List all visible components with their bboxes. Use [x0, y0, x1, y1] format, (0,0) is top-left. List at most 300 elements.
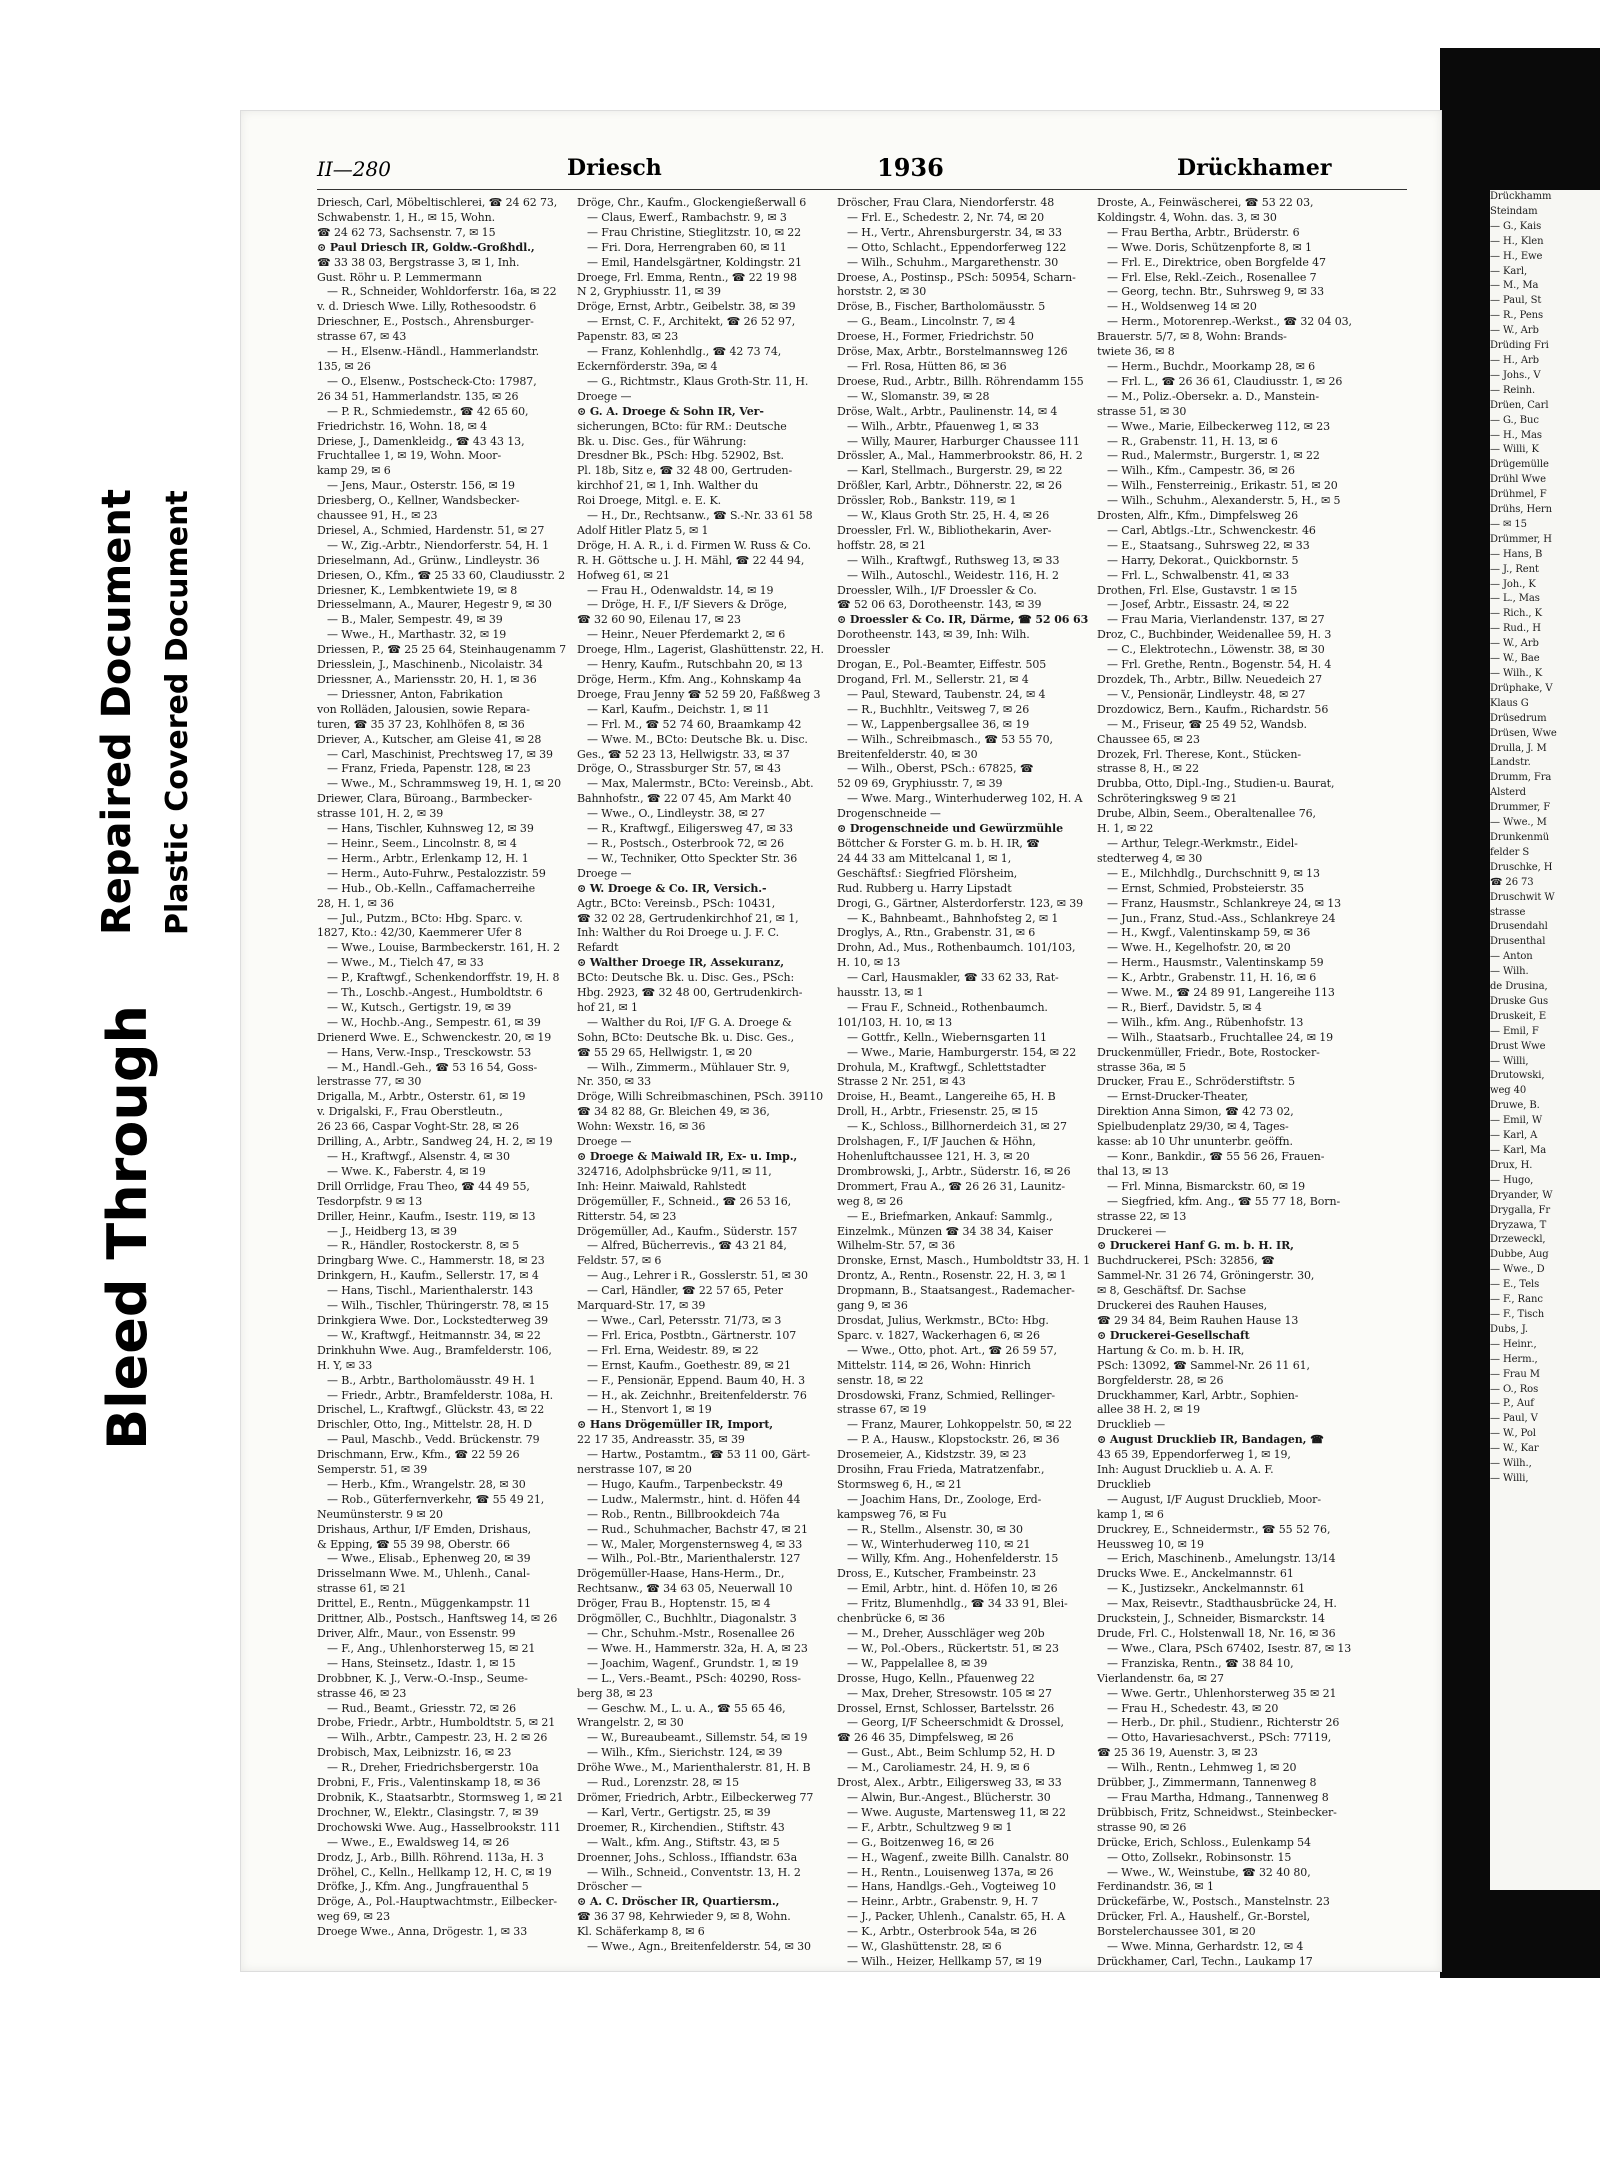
directory-entry: — Otto, Schlacht., Eppendorferweg 122 — [847, 240, 1067, 254]
directory-entry: Sammel-Nr. 31 26 74, Gröningerstr. 30, — [1097, 1269, 1315, 1283]
directory-entry: Drübber, J., Zimmermann, Tannenweg 8 — [1097, 1776, 1317, 1790]
directory-entry: Fruchtallee 1, ✉ 19, Wohn. Moor- — [317, 449, 502, 463]
directory-entry: Dröhel, C., Kelln., Hellkamp 12, H. C, ✉ 19 — [317, 1865, 552, 1879]
directory-entry: Wilhelm-Str. 57, ✉ 36 — [837, 1239, 956, 1253]
directory-entry: 28, H. 1, ✉ 36 — [317, 896, 394, 910]
directory-entry: Driessen, P., ☎ 25 25 64, Steinhaugenamm 7 — [317, 643, 566, 657]
directory-entry: 135, ✉ 26 — [317, 359, 371, 373]
directory-entry: ⊙ W. Droege & Co. IR, Versich.- — [577, 881, 767, 895]
adjacent-page-entry: Drümmer, H — [1490, 533, 1552, 545]
directory-entry: — Hans, Steinsetz., Idastr. 1, ✉ 15 — [327, 1656, 516, 1670]
directory-entry: — Frl. Grethe, Rentn., Bogenstr. 54, H. 4 — [1107, 658, 1332, 672]
directory-entry: Dröge, O., Strassburger Str. 57, ✉ 43 — [577, 762, 781, 776]
directory-entry: Inh: Walther du Roi Droege u. J. F. C. — [577, 926, 779, 940]
directory-entry: Roi Droege, Mitgl. e. E. K. — [577, 494, 721, 508]
directory-entry: — Walt., kfm. Ang., Stiftstr. 43, ✉ 5 — [587, 1835, 780, 1849]
adjacent-page-entry: strasse — [1490, 906, 1526, 918]
directory-entry: — Frl. E., Schedestr. 2, Nr. 74, ✉ 20 — [847, 210, 1045, 224]
directory-entry: — Wilh., Autoschl., Weidestr. 116, H. 2 — [847, 568, 1059, 582]
directory-entry: Drömer, Friedrich, Arbtr., Eilbeckerweg 77 — [577, 1790, 814, 1804]
directory-entry: Droessler — [837, 643, 890, 657]
directory-entry: Vierlandenstr. 6a, ✉ 27 — [1097, 1671, 1224, 1685]
directory-entry: ⊙ Droessler & Co. IR, Därme, ☎ 52 06 63 — [837, 613, 1089, 627]
directory-entry: Druckenmüller, Friedr., Bote, Rostocker- — [1097, 1045, 1320, 1059]
directory-entry: — Willy, Kfm. Ang., Hohenfelderstr. 15 — [847, 1552, 1059, 1566]
directory-entry: — Alwin, Bur.-Angest., Blücherstr. 30 — [847, 1790, 1051, 1804]
directory-entry: — Jul., Putzm., BCto: Hbg. Sparc. v. — [327, 911, 523, 925]
directory-entry: 101/103, H. 10, ✉ 13 — [837, 1015, 952, 1029]
directory-entry: — Heinr., Neuer Pferdemarkt 2, ✉ 6 — [587, 628, 786, 642]
adjacent-page-entry: — Anton — [1490, 951, 1533, 963]
directory-entry: Hohenluftchaussee 121, H. 3, ✉ 20 — [837, 1150, 1030, 1163]
directory-entry: 1827, Kto.: 42/30, Kaemmerer Ufer 8 — [317, 926, 522, 940]
adjacent-page-entry: — W., Pol — [1490, 1428, 1536, 1440]
directory-entry: — Wilh., Tischler, Thüringerstr. 78, ✉ 15 — [327, 1299, 549, 1313]
adjacent-page-entry: Drüphake, V — [1490, 682, 1553, 694]
directory-entry: Droege — — [577, 1135, 632, 1149]
directory-entry: Rud. Rubberg u. Harry Lipstadt — [837, 881, 1012, 895]
adjacent-page-entry: — H., Arb — [1490, 354, 1539, 366]
adjacent-page-entry: — O., Ros — [1490, 1383, 1539, 1395]
adjacent-page-entry: — Karl, Ma — [1490, 1145, 1547, 1156]
directory-entry: Dropmann, B., Staatsangest., Rademacher- — [837, 1284, 1075, 1298]
directory-entry: ⊙ Hans Drögemüller IR, Import, — [577, 1418, 774, 1432]
directory-entry: — R., Händler, Rostockerstr. 8, ✉ 5 — [327, 1239, 520, 1253]
directory-entry: ✉ 8, Geschäftsf. Dr. Sachse — [1097, 1284, 1246, 1298]
adjacent-page-entry: — F., Ranc — [1490, 1294, 1543, 1306]
directory-entry: — Ernst, C. F., Architekt, ☎ 26 52 97, — [587, 315, 796, 329]
adjacent-page-entry: — H., Klen — [1490, 235, 1544, 247]
directory-entry: — Wilh., Kfm., Sierichstr. 124, ✉ 39 — [587, 1746, 783, 1760]
directory-entry: 22 17 35, Andreasstr. 35, ✉ 39 — [577, 1433, 745, 1447]
directory-entry: strasse 51, ✉ 30 — [1097, 404, 1187, 418]
directory-entry: Drieselmann, Ad., Grünw., Lindleystr. 36 — [317, 553, 540, 567]
directory-entry: Drochner, W., Elektr., Clasingstr. 7, ✉ 39 — [317, 1805, 539, 1819]
directory-entry: Sparc. v. 1827, Wackerhagen 6, ✉ 26 — [837, 1328, 1040, 1342]
adjacent-page-entry: — Wwe., M — [1490, 817, 1547, 829]
directory-entry: 52 09 69, Gryphiusstr. 7, ✉ 39 — [837, 777, 1003, 791]
directory-entry: Brauerstr. 5/7, ✉ 8, Wohn: Brands- — [1097, 330, 1287, 344]
directory-entry: Dröge, Herm., Kfm. Ang., Kohnskamp 4a — [577, 673, 802, 686]
directory-entry: Drilling, A., Arbtr., Sandweg 24, H. 2, ✉ 19 — [317, 1135, 553, 1149]
adjacent-page-entry: Drühmel, F — [1490, 489, 1547, 501]
adjacent-page-entry: — Wilh., — [1490, 1458, 1532, 1470]
directory-entry: Drischmann, Erw., Kfm., ☎ 22 59 26 — [317, 1448, 520, 1462]
adjacent-page-entry: — Herm., — [1490, 1353, 1538, 1365]
directory-entry: Wrangelstr. 2, ✉ 30 — [577, 1716, 684, 1730]
directory-entry: — Wwe. Auguste, Martensweg 11, ✉ 22 — [847, 1805, 1066, 1819]
directory-entry: — Frau Martha, Hdmang., Tannenweg 8 — [1107, 1790, 1329, 1804]
directory-entry: Hofweg 61, ✉ 21 — [577, 568, 670, 582]
directory-entry: — Wilh., Schneid., Conventstr. 13, H. 2 — [587, 1865, 801, 1879]
adjacent-page-entry: Druschke, H — [1490, 861, 1553, 873]
directory-entry: — R., Dreher, Friedrichsbergerstr. 10a — [327, 1761, 539, 1775]
directory-entry: Drosdat, Julius, Werkmstr., BCto: Hbg. — [837, 1313, 1049, 1327]
directory-entry: — O., Elsenw., Postscheck-Cto: 17987, — [327, 374, 537, 388]
directory-entry: Pl. 18b, Sitz e, ☎ 32 48 00, Gertruden- — [577, 464, 793, 478]
adjacent-page-entry: — Reinh. — [1490, 384, 1536, 396]
directory-entry: — Karl, Stellmach., Burgerstr. 29, ✉ 22 — [847, 464, 1063, 478]
adjacent-page-entry: Landstr. — [1490, 757, 1531, 769]
directory-entry: Drochowski Wwe. Aug., Hasselbrookstr. 111 — [317, 1820, 561, 1834]
directory-entry: PSch: 13092, ☎ Sammel-Nr. 26 11 61, — [1097, 1358, 1310, 1372]
directory-entry: Drisselmann Wwe. M., Uhlenh., Canal- — [317, 1567, 530, 1581]
directory-entry: strasse 67, ✉ 43 — [317, 330, 407, 344]
page-header — [317, 151, 1407, 183]
directory-entry: Drobnik, K., Staatsarbtr., Stormsweg 1, ✉ 21 — [317, 1790, 564, 1804]
directory-entry: — Wwe., Marie, Hamburgerstr. 154, ✉ 22 — [847, 1045, 1077, 1059]
directory-entry: Droege — — [577, 866, 632, 880]
directory-entry: Dorotheenstr. 143, ✉ 39, Inh: Wilh. — [837, 628, 1030, 642]
directory-entry: ⊙ G. A. Droege & Sohn IR, Ver- — [577, 404, 764, 418]
directory-entry: H. Y, ✉ 33 — [317, 1358, 373, 1372]
directory-entry: Driewer, Clara, Büroang., Barmbecker- — [317, 792, 533, 806]
directory-entry: Driver, Alfr., Maur., von Essenstr. 99 — [317, 1627, 516, 1640]
directory-entry: Dröse, B., Fischer, Bartholomäusstr. 5 — [837, 300, 1046, 314]
adjacent-page-entry: Druwe, B. — [1490, 1100, 1540, 1112]
directory-entry: — Wwe., H., Marthastr. 32, ✉ 19 — [327, 628, 507, 642]
directory-entry: Druckhammer, Karl, Arbtr., Sophien- — [1097, 1388, 1299, 1402]
directory-entry: — W., Techniker, Otto Speckter Str. 36 — [587, 851, 798, 865]
directory-entry: — R., Stellm., Alsenstr. 30, ✉ 30 — [847, 1522, 1023, 1536]
directory-entry: Drobni, F., Fris., Valentinskamp 18, ✉ 36 — [317, 1776, 541, 1790]
directory-entry: — Carl, Maschinist, Prechtsweg 17, ✉ 39 — [327, 747, 553, 761]
directory-entry: — Wilh., Fensterreinig., Erikastr. 51, ✉ 20 — [1107, 479, 1338, 493]
adjacent-page-entry: — F., Tisch — [1490, 1308, 1545, 1320]
header-rule — [317, 189, 1407, 190]
directory-entry: Dröger, Frau B., Hoptenstr. 15, ✉ 4 — [577, 1597, 771, 1611]
directory-entry: — Heinr., Arbtr., Grabenstr. 9, H. 7 — [847, 1895, 1039, 1909]
directory-entry: — Franz, Kohlenhdlg., ☎ 42 73 74, — [587, 345, 782, 359]
directory-entry: — Wwe., Otto, phot. Art., ☎ 26 59 57, — [847, 1343, 1057, 1357]
directory-entry: — Paul, Maschb., Vedd. Brückenstr. 79 — [327, 1433, 540, 1447]
directory-entry: Dröge, A., Pol.-Hauptwachtmstr., Eilbecker- — [317, 1895, 557, 1909]
adjacent-page-entry: ☎ 26 73 — [1490, 876, 1534, 888]
directory-entry: ☎ 36 37 98, Kehrwieder 9, ✉ 8, Wohn. — [577, 1910, 791, 1924]
directory-entry: — P. R., Schmiedemstr., ☎ 42 65 60, — [327, 404, 529, 418]
directory-entry: — B., Arbtr., Bartholomäusstr. 49 H. 1 — [327, 1373, 536, 1387]
adjacent-page-entry: — Emil, F — [1490, 1025, 1539, 1037]
directory-entry: ⊙ Drogenschneide und Gewürzmühle — [837, 822, 1064, 836]
directory-entry: — Wilh., Kraftwgf., Ruthsweg 13, ✉ 33 — [847, 553, 1060, 567]
directory-entry: — Wilh., Arbtr., Pfauenweg 1, ✉ 33 — [847, 419, 1039, 433]
directory-entry: Dröse, Max, Arbtr., Borstelmannsweg 126 — [837, 345, 1068, 359]
directory-entry: — R., Bierf., Davidstr. 5, ✉ 4 — [1107, 1000, 1262, 1014]
directory-entry: — Herm., Auto-Fuhrw., Pestalozzistr. 59 — [327, 866, 546, 880]
directory-entry: Drössler, A., Mal., Hammerbrookstr. 86, H. 2 — [837, 449, 1083, 463]
directory-entry: — Chr., Schuhm.-Mstr., Rosenallee 26 — [587, 1627, 795, 1640]
directory-entry: Schwabenstr. 1, H., ✉ 15, Wohn. — [317, 210, 496, 224]
directory-entry: Drill Orrlidge, Frau Theo, ☎ 44 49 55, — [317, 1179, 530, 1193]
adjacent-page-entry: Dryzawa, T — [1490, 1219, 1547, 1231]
directory-entry: — Rob., Rentn., Billbrookdeich 74a — [587, 1507, 780, 1521]
directory-entry: — Friedr., Arbtr., Bramfelderstr. 108a, H. — [327, 1388, 553, 1402]
adjacent-page-entry: — Wilh. — [1490, 966, 1529, 978]
directory-entry: — R., Kraftwgf., Eiligersweg 47, ✉ 33 — [587, 822, 793, 836]
directory-entry: Dröge, Chr., Kaufm., Glockengießerwall 6 — [577, 196, 807, 209]
directory-entry: senstr. 18, ✉ 22 — [837, 1373, 924, 1387]
directory-entry: ⊙ August Drucklieb IR, Bandagen, ☎ — [1097, 1433, 1324, 1447]
directory-entry: Drost, Alex., Arbtr., Eiligersweg 33, ✉ 33 — [837, 1776, 1062, 1790]
directory-entry: Droege, Hlm., Lagerist, Glashüttenstr. 22, H. — [577, 643, 824, 657]
directory-entry: strasse 36a, ✉ 5 — [1097, 1060, 1186, 1074]
directory-entry: — G., Boitzenweg 16, ✉ 26 — [847, 1835, 995, 1849]
adjacent-page-entry: de Drusina, — [1490, 981, 1548, 993]
directory-entry: ☎ 32 60 90, Eilenau 17, ✉ 23 — [577, 613, 741, 627]
directory-entry: — Wwe., O., Lindleystr. 38, ✉ 27 — [587, 807, 765, 821]
directory-entry: Drucklieb — [1097, 1477, 1151, 1491]
directory-entry: Drossel, Ernst, Schlosser, Bartelsstr. 26 — [837, 1701, 1055, 1715]
directory-entry: Bahnhofstr., ☎ 22 07 45, Am Markt 40 — [577, 792, 792, 806]
adjacent-page-entry: Drusendahl — [1490, 921, 1548, 933]
directory-entry: BCto: Deutsche Bk. u. Disc. Ges., PSch: — [577, 971, 795, 985]
directory-entry: — Rud., Malermstr., Burgerstr. 1, ✉ 22 — [1107, 449, 1320, 463]
directory-entry: — K., Bahnbeamt., Bahnhofsteg 2, ✉ 1 — [847, 911, 1059, 925]
directory-entry: hausstr. 13, ✉ 1 — [837, 986, 924, 1000]
directory-entry: — Wwe. H., Kegelhofstr. 20, ✉ 20 — [1107, 941, 1291, 955]
directory-entry: — W., Pappelallee 8, ✉ 39 — [847, 1656, 988, 1670]
directory-entry: — Hugo, Kaufm., Tarpenbeckstr. 49 — [587, 1477, 783, 1491]
directory-entry: weg 69, ✉ 23 — [317, 1910, 390, 1924]
directory-entry: — M., Dreher, Ausschläger weg 20b — [847, 1627, 1045, 1640]
adjacent-page-entry: Drzeweckl, — [1490, 1234, 1546, 1246]
directory-entry: Kl. Schäferkamp 8, ✉ 6 — [577, 1925, 705, 1939]
directory-entry: Agtr., BCto: Vereinsb., PSch: 10431, — [577, 896, 776, 910]
directory-entry: — Fri. Dora, Herrengraben 60, ✉ 11 — [587, 240, 787, 254]
directory-entry: horststr. 2, ✉ 30 — [837, 285, 927, 299]
directory-entry: Drucker, Frau E., Schröderstiftstr. 5 — [1097, 1075, 1296, 1089]
directory-entry: — Ernst, Kaufm., Goethestr. 89, ✉ 21 — [587, 1358, 791, 1372]
adjacent-page-entry: — W., Bae — [1490, 653, 1540, 665]
directory-entry: — Rud., Lorenzstr. 28, ✉ 15 — [587, 1776, 740, 1790]
adjacent-page-entry: Drüsedrum — [1490, 712, 1547, 724]
directory-entry: — Carl, Händler, ☎ 22 57 65, Peter — [587, 1284, 783, 1298]
directory-entry: Driesner, K., Lembkentwiete 19, ✉ 8 — [317, 583, 518, 597]
directory-entry: strasse 90, ✉ 26 — [1097, 1820, 1187, 1834]
adjacent-page-entry: Klaus G — [1490, 697, 1529, 709]
directory-entry: H. 1, ✉ 22 — [1097, 822, 1154, 836]
directory-entry: — J., Heidberg 13, ✉ 39 — [327, 1224, 457, 1238]
directory-entry: — W., Glashüttenstr. 28, ✉ 6 — [847, 1940, 1002, 1954]
directory-entry: — Konr., Bankdir., ☎ 55 56 26, Frauen- — [1107, 1150, 1325, 1163]
directory-entry: Drude, Frl. C., Holstenwall 18, Nr. 16, ✉ 36 — [1097, 1627, 1336, 1640]
directory-entry: Stormsweg 6, H., ✉ 21 — [837, 1477, 963, 1491]
directory-entry: Drögmöller, C., Buchhltr., Diagonalstr. 3 — [577, 1612, 797, 1626]
directory-entry: — H., Stenvort 1, ✉ 19 — [587, 1403, 712, 1417]
directory-entry: Koldingstr. 4, Wohn. das. 3, ✉ 30 — [1097, 210, 1277, 224]
directory-entry: — H., Kraftwgf., Alsenstr. 4, ✉ 30 — [327, 1150, 510, 1163]
directory-entry: — Wwe. Marg., Winterhuderweg 102, H. A — [847, 792, 1083, 806]
directory-entry: — H., Vertr., Ahrensburgerstr. 34, ✉ 33 — [847, 225, 1062, 239]
directory-entry: — Wilh., Schuhm., Margarethenstr. 30 — [847, 255, 1059, 269]
adjacent-page-entry: — Willi, — [1490, 1472, 1529, 1484]
directory-entry: Driese, J., Damenkleidg., ☎ 43 43 13, — [317, 434, 525, 448]
directory-entry: Tesdorpfstr. 9 ✉ 13 — [317, 1194, 423, 1208]
directory-entry: Semperstr. 51, ✉ 39 — [317, 1463, 428, 1477]
adjacent-page-entry: Druskeit, E — [1490, 1010, 1547, 1022]
directory-entry: Inh: Heinr. Maiwald, Rahlstedt — [577, 1179, 747, 1193]
directory-entry: chenbrücke 6, ✉ 36 — [837, 1612, 945, 1626]
directory-entry: ☎ 32 02 28, Gertrudenkirchhof 21, ✉ 1, — [577, 911, 799, 925]
directory-entry: chaussee 91, H., ✉ 23 — [317, 509, 438, 523]
directory-entry: Nr. 350, ✉ 33 — [577, 1075, 652, 1089]
directory-entry: thal 13, ✉ 13 — [1097, 1164, 1169, 1178]
adjacent-page-entry: — M., Ma — [1490, 280, 1539, 292]
adjacent-page-entry: — Hugo, — [1490, 1174, 1534, 1186]
directory-entry: ☎ 33 38 03, Bergstrasse 3, ✉ 1, Inh. — [317, 255, 520, 269]
directory-entry: — W., Kutsch., Gertigstr. 19, ✉ 39 — [327, 1000, 512, 1014]
directory-entry: — Wwe., Louise, Barmbeckerstr. 161, H. 2 — [327, 941, 561, 955]
header-left-term: Driesch — [567, 155, 662, 181]
directory-entry: Adolf Hitler Platz 5, ✉ 1 — [577, 523, 709, 537]
adjacent-page-entry: felder S — [1490, 846, 1530, 858]
directory-entry: — Wwe., Elisab., Ephenweg 20, ✉ 39 — [327, 1552, 531, 1566]
directory-entry: Dröscher, Frau Clara, Niendorferstr. 48 — [837, 196, 1055, 209]
directory-entry: Einzelmk., Münzen ☎ 34 38 34, Kaiser — [837, 1224, 1053, 1238]
directory-entry: — Wwe. M., ☎ 24 89 91, Langereihe 113 — [1107, 986, 1335, 1000]
directory-entry: — Frau H., Odenwaldstr. 14, ✉ 19 — [587, 583, 774, 597]
directory-entry: — Herm., Hausmstr., Valentinskamp 59 — [1107, 956, 1324, 970]
directory-entry: H. 10, ✉ 13 — [837, 956, 901, 970]
directory-entry: Droise, H., Beamt., Langereihe 65, H. B — [837, 1090, 1056, 1104]
directory-entry: — Frau F., Schneid., Rothenbaumch. — [847, 1000, 1048, 1014]
adjacent-page-entry: — P., Auf — [1490, 1398, 1534, 1410]
adjacent-page-entry: weg 40 — [1490, 1085, 1527, 1097]
directory-entry: weg 8, ✉ 26 — [837, 1194, 904, 1208]
directory-entry: Droese, A., Postinsp., PSch: 50954, Scharn- — [837, 270, 1076, 284]
adjacent-page-entry: Drusenthal — [1490, 936, 1546, 948]
adjacent-page-entry: Drügemülle — [1490, 459, 1549, 471]
directory-entry: — H., Woldsenweg 14 ✉ 20 — [1107, 300, 1257, 314]
directory-entry: Drohn, Ad., Mus., Rothenbaumch. 101/103, — [837, 941, 1076, 955]
directory-entry: Drücke, Erich, Schloss., Eulenkamp 54 — [1097, 1835, 1311, 1849]
directory-entry: Driller, Heinr., Kaufm., Isestr. 119, ✉ 13 — [317, 1209, 536, 1223]
directory-entry: Drohula, M., Kraftwgf., Schlettstadter — [837, 1060, 1046, 1074]
directory-entry: Driesch, Carl, Möbeltischlerei, ☎ 24 62 73, — [317, 196, 558, 209]
directory-entry: — W., Bureaubeamt., Sillemstr. 54, ✉ 19 — [587, 1731, 808, 1745]
adjacent-page-entry: Drutowski, — [1490, 1070, 1545, 1082]
directory-entry: ⊙ Druckerei Hanf G. m. b. H. IR, — [1097, 1239, 1294, 1253]
directory-entry: — Geschw. M., L. u. A., ☎ 55 65 46, — [587, 1701, 786, 1715]
directory-entry: Dronske, Ernst, Masch., Humboldtstr 33, H. 1 — [837, 1254, 1090, 1268]
directory-entry: — Wwe., W., Weinstube, ☎ 32 40 80, — [1107, 1865, 1311, 1879]
directory-entry: — Wwe., Marie, Eilbeckerweg 112, ✉ 23 — [1107, 419, 1330, 433]
directory-entry: Droste, A., Feinwäscherei, ☎ 53 22 03, — [1097, 196, 1314, 209]
directory-entry: — Th., Loschb.-Angest., Humboldtstr. 6 — [327, 986, 543, 1000]
adjacent-page-entry: Drummer, F — [1490, 802, 1551, 814]
directory-entry: — Wilh., Kfm., Campestr. 36, ✉ 26 — [1107, 464, 1295, 478]
directory-entry: 26 34 51, Hammerlandstr. 135, ✉ 26 — [317, 389, 519, 403]
directory-entry: sicherungen, BCto: für RM.: Deutsche — [577, 419, 787, 433]
directory-entry: — Walther du Roi, I/F G. A. Droege & — [587, 1015, 792, 1029]
directory-entry: Drogi, G., Gärtner, Alsterdorferstr. 123, ✉ 39 — [837, 896, 1084, 910]
directory-entry: — Erich, Maschinenb., Amelungstr. 13/14 — [1107, 1552, 1336, 1566]
directory-entry: — W., Lappenbergsallee 36, ✉ 19 — [847, 717, 1030, 731]
directory-entry: ☎ 26 46 35, Dimpfelsweg, ✉ 26 — [837, 1731, 1014, 1745]
adjacent-page-entry: — Joh., K — [1490, 578, 1536, 590]
directory-entry: — P., Kraftwgf., Schenkendorffstr. 19, H. 8 — [327, 971, 560, 985]
directory-entry: — Wwe. Doris, Schützenpforte 8, ✉ 1 — [1107, 240, 1312, 254]
adjacent-page-entry: Drunkenmü — [1490, 831, 1550, 843]
directory-entry: Driesel, A., Schmied, Hardenstr. 51, ✉ 27 — [317, 523, 545, 537]
adjacent-page-entry: — Karl, — [1490, 265, 1528, 277]
adjacent-page-entry: — R., Pens — [1490, 310, 1544, 322]
directory-entry: — Wwe. Minna, Gerhardstr. 12, ✉ 4 — [1107, 1940, 1304, 1954]
directory-entry: Breitenfelderstr. 40, ✉ 30 — [837, 747, 978, 761]
directory-entry: berg 38, ✉ 23 — [577, 1686, 653, 1700]
directory-entry: kampsweg 76, ✉ Fu — [837, 1507, 947, 1521]
directory-entry: — R., Schneider, Wohldorferstr. 16a, ✉ 22 — [327, 285, 557, 299]
adjacent-page-entry: — Rich., K — [1490, 608, 1542, 620]
directory-entry: Drosihn, Frau Frieda, Matratzenfabr., — [837, 1463, 1045, 1477]
adjacent-page-entry: Dubbe, Aug — [1490, 1249, 1549, 1261]
directory-entry: — G., Richtmstr., Klaus Groth-Str. 11, H. — [587, 374, 809, 388]
directory-entry: — Wilh., Zimmerm., Mühlauer Str. 9, — [587, 1060, 790, 1074]
adjacent-page-entry: Drust Wwe — [1490, 1040, 1546, 1052]
directory-entry: — Franz, Hausmstr., Schlankreye 24, ✉ 13 — [1107, 896, 1342, 910]
column-4 — [1097, 196, 1352, 1968]
adjacent-page-entry: — W., Kar — [1490, 1443, 1539, 1455]
adjacent-page-entry: Druschwit W — [1490, 891, 1555, 903]
directory-entry: — Rud., Schuhmacher, Bachstr 47, ✉ 21 — [587, 1522, 808, 1536]
directory-entry: Drucklieb — — [1097, 1418, 1165, 1432]
directory-entry: — H., Wagenf., zweite Billh. Canalstr. 80 — [847, 1850, 1069, 1864]
directory-entry: — Frau Bertha, Arbtr., Brüderstr. 6 — [1107, 225, 1300, 239]
directory-entry: — V., Pensionär, Lindleystr. 48, ✉ 27 — [1107, 687, 1306, 701]
directory-entry: — Ernst-Drucker-Theater, — [1107, 1090, 1249, 1104]
directory-entry: ☎ 34 82 88, Gr. Bleichen 49, ✉ 36, — [577, 1105, 770, 1119]
directory-entry: — W., Slomanstr. 39, ✉ 28 — [847, 389, 990, 403]
directory-entry: Droll, H., Arbtr., Friesenstr. 25, ✉ 15 — [837, 1105, 1039, 1119]
directory-entry: ☎ 55 29 65, Hellwigstr. 1, ✉ 20 — [577, 1045, 753, 1059]
adjacent-page-strip — [1490, 190, 1600, 1890]
adjacent-page-entry: — W., Arb — [1490, 325, 1539, 337]
directory-entry: Dröge, Ernst, Arbtr., Geibelstr. 38, ✉ 39 — [577, 300, 796, 314]
adjacent-page-entry: — J., Rent — [1490, 563, 1539, 575]
directory-entry: Hartung & Co. m. b. H. IR, — [1097, 1343, 1245, 1357]
directory-entry: Böttcher & Forster G. m. b. H. IR, ☎ — [837, 836, 1040, 850]
directory-entry: Borstelerchaussee 301, ✉ 20 — [1097, 1925, 1256, 1939]
adjacent-page-entry: — L., Mas — [1490, 593, 1540, 605]
directory-entry: Droz, C., Buchbinder, Weidenallee 59, H. 3 — [1097, 628, 1332, 642]
directory-entry: Drössler, Rob., Bankstr. 119, ✉ 1 — [837, 494, 1017, 508]
directory-entry: — Herb., Dr. phil., Studienr., Richterstr 26 — [1107, 1716, 1340, 1730]
directory-entry: — Wilh., Rentn., Lehmweg 1, ✉ 20 — [1107, 1761, 1297, 1775]
directory-entry: — Karl, Vertr., Gertigstr. 25, ✉ 39 — [587, 1805, 771, 1819]
directory-entry: hoffstr. 28, ✉ 21 — [837, 538, 926, 552]
directory-entry: Chaussee 65, ✉ 23 — [1097, 732, 1200, 746]
directory-entry: Driesen, O., Kfm., ☎ 25 33 60, Claudiusstr. 2 — [317, 568, 566, 582]
directory-entry: Wohn: Wexstr. 16, ✉ 36 — [577, 1120, 706, 1134]
directory-entry: Geschäftsf.: Siegfried Flörsheim, — [837, 866, 1018, 880]
directory-entry: — Max, Dreher, Stresowstr. 105 ✉ 27 — [847, 1686, 1052, 1700]
directory-entry: Driessner, A., Mariensstr. 20, H. 1, ✉ 36 — [317, 673, 537, 686]
directory-entry: Drinkgiera Wwe. Dor., Lockstedterweg 39 — [317, 1313, 549, 1327]
directory-entry: Droenner, Johs., Schloss., Iffiandstr. 63a — [577, 1850, 798, 1864]
directory-entry: — Gottfr., Kelln., Wiebernsgarten 11 — [847, 1030, 1047, 1044]
directory-entry: Drischel, L., Kraftwgf., Glückstr. 43, ✉ 22 — [317, 1403, 545, 1417]
adjacent-page-entry: Drygalla, Fr — [1490, 1204, 1551, 1216]
directory-entry: Drishaus, Arthur, I/F Emden, Drishaus, — [317, 1522, 532, 1536]
directory-entry: — Ludw., Malermstr., hint. d. Höfen 44 — [587, 1492, 801, 1506]
directory-entry: Droglys, A., Rtn., Grabenstr. 31, ✉ 6 — [837, 926, 1036, 940]
directory-entry: — Willy, Maurer, Harburger Chaussee 111 — [847, 434, 1080, 448]
directory-entry: — Carl, Hausmakler, ☎ 33 62 33, Rat- — [847, 971, 1059, 985]
directory-entry: Drittel, E., Rentn., Müggenkampstr. 11 — [317, 1597, 531, 1611]
directory-entry: — R., Grabenstr. 11, H. 13, ✉ 6 — [1107, 434, 1278, 448]
directory-entry: — Franz, Maurer, Lohkoppelstr. 50, ✉ 22 — [847, 1418, 1072, 1432]
directory-entry: — B., Maler, Sempestr. 49, ✉ 39 — [327, 613, 503, 627]
